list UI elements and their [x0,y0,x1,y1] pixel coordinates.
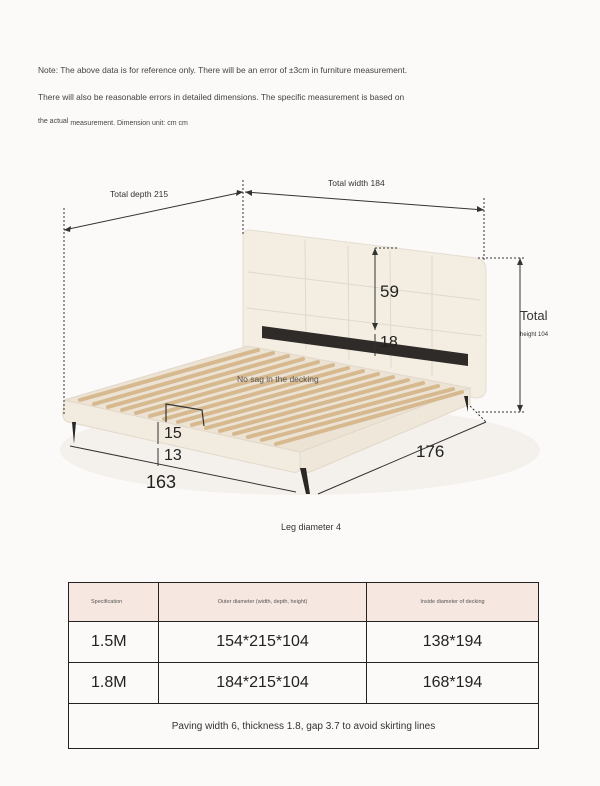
bed-dimension-figure [0,160,600,560]
header-outer-diameter: Outer diameter (width, depth, height) [159,583,367,622]
paving-footnote: Paving width 6, thickness 1.8, gap 3.7 to avoid skirting lines [69,704,539,749]
leg-diameter-label: Leg diameter 4 [281,522,342,532]
inside-diameter-cell: 168*194 [367,663,539,704]
spec-cell: 1.5M [69,622,159,663]
total-depth-label: Total depth 215 [110,189,169,199]
total-height-label: height 104 [520,332,549,338]
outer-diameter-cell: 184*215*104 [159,663,367,704]
specification-table [68,582,539,749]
note-line-1: Note: The above data is for reference only. There will be an error of ±3cm in furniture measurement. [38,65,408,75]
leg-height-a-label: 15 [164,425,182,442]
note-line-2: There will also be reasonable errors in detailed dimensions. The specific measurement is based on [38,92,405,102]
note-line-3 [38,118,188,125]
table-header-row [69,583,539,622]
table-row [69,663,539,704]
note-line-3b: measurement. Dimension unit: cm cm [70,120,188,127]
decking-note-label: No sag in the decking [237,374,319,384]
table-row [69,622,539,663]
header-inside-diameter: Inside diameter of decking [367,583,539,622]
front-width-label: 163 [146,472,177,492]
headboard-height-label: 59 [380,282,399,301]
total-height-title: Total [520,308,548,323]
header-specification: Specification [69,583,159,622]
total-width-label: Total width 184 [328,178,385,188]
bed-illustration [0,160,600,560]
table-footnote-row [69,704,539,749]
note-line-3a: the actual [38,118,69,125]
leg-height-b-label: 13 [164,447,182,464]
spec-cell: 1.8M [69,663,159,704]
inside-diameter-cell: 138*194 [367,622,539,663]
outer-diameter-cell: 154*215*104 [159,622,367,663]
gap-height-label: 18 [380,334,398,351]
side-length-label: 176 [416,442,445,461]
